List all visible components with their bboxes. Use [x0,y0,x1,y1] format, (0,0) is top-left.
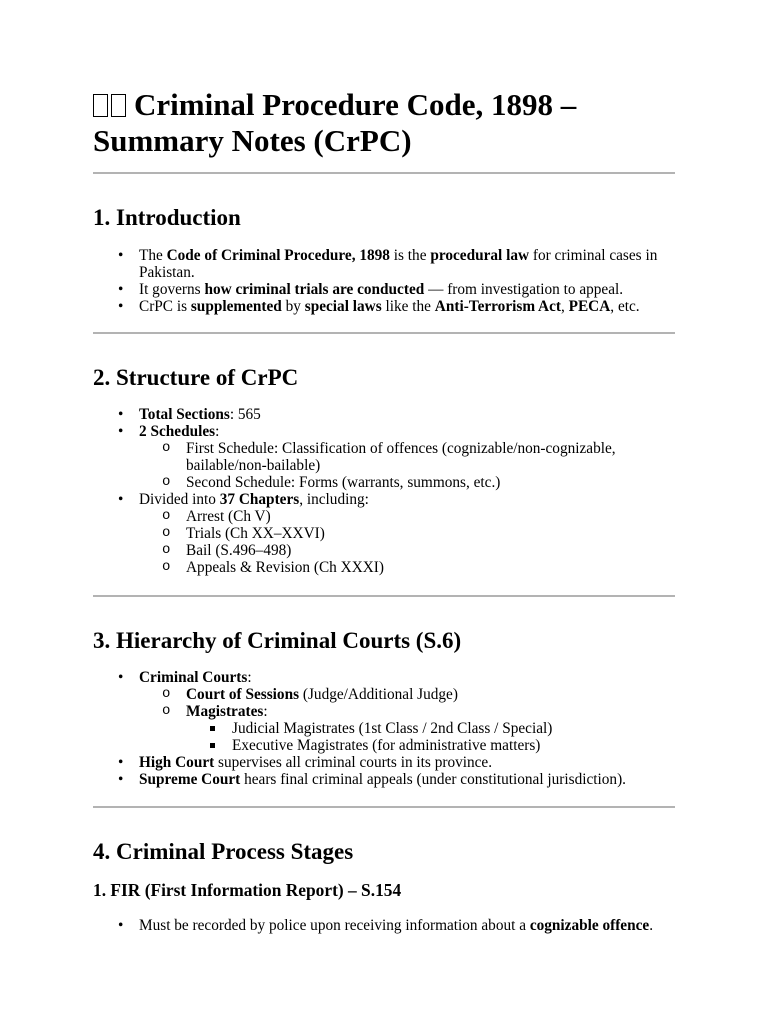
text-run: Divided into [139,491,220,509]
horizontal-divider [93,332,675,334]
list-item [139,771,675,788]
text-run: , etc. [610,298,640,316]
text-run: : 565 [229,406,261,424]
section-heading-process: 4. Criminal Process Stages [93,839,354,865]
missing-glyph-icon [93,94,108,117]
text-run: . [649,917,654,935]
bold-text-run: Code of Criminal Procedure, 1898 [166,247,390,265]
bold-text-run: supplemented [190,298,282,316]
bold-text-run: special laws [304,298,382,316]
bold-text-run: Supreme Court [139,771,241,789]
sublist-item: Judicial Magistrates (1st Class / 2nd Class / Special) [232,720,675,737]
hierarchy-list [93,669,675,788]
bold-text-run: Anti-Terrorism Act [434,298,561,316]
missing-glyph-icon [111,94,126,117]
courts-sublist [139,686,675,754]
text-run: Must be recorded by police upon receiving information about a [139,917,530,935]
schedules-sublist [139,440,675,491]
text-run: — from investigation to appeal. [424,281,624,299]
horizontal-divider [93,172,675,174]
sublist-item: o Bail (S.496–498) [186,542,675,559]
fir-list [93,917,675,934]
page-title-text: Criminal Procedure Code, 1898 – Summary Notes (CrPC) [93,86,577,158]
sublist-item [186,686,675,703]
sublist-item: Executive Magistrates (for administrative matters) [232,737,675,754]
bold-text-run: Magistrates [186,703,264,721]
sublist-item: o Trials (Ch XX–XXVI) [186,525,675,542]
horizontal-divider [93,806,675,808]
bold-text-run: Court of Sessions [186,686,300,704]
list-item [139,491,675,576]
sublist-item [186,703,675,754]
sublist-item: o Second Schedule: Forms (warrants, summons, etc.) [186,474,675,491]
text-run: supervises all criminal courts in its province. [214,754,493,772]
subsection-heading-fir: 1. FIR (First Information Report) – S.154 [93,879,402,900]
bold-text-run: Criminal Courts [139,669,248,687]
list-item [139,423,675,491]
list-item [139,754,675,771]
section-heading-introduction: 1. Introduction [93,205,241,231]
text-run: hears final criminal appeals (under constitutional jurisdiction). [240,771,626,789]
magistrates-sublist [186,720,675,754]
list-item [139,917,675,934]
sublist-item: o Appeals & Revision (Ch XXXI) [186,559,675,576]
bold-text-run: Total Sections [139,406,230,424]
structure-list [93,406,675,576]
list-item [139,298,675,315]
horizontal-divider [93,595,675,597]
text-run: like the [381,298,435,316]
bold-text-run: High Court [139,754,215,772]
text-run: by [281,298,305,316]
chapters-sublist [139,508,675,576]
text-run: : [263,703,268,721]
bold-text-run: cognizable offence [529,917,650,935]
bold-text-run: 37 Chapters [219,491,300,509]
text-run: The [139,247,167,265]
introduction-list [93,247,675,315]
text-run: (Judge/Additional Judge) [299,686,458,704]
section-heading-structure: 2. Structure of CrPC [93,365,299,391]
sublist-item: o Arrest (Ch V) [186,508,675,525]
text-run: It governs [139,281,205,299]
text-run: for criminal cases in Pakistan. [139,247,658,282]
text-run: , [560,298,569,316]
text-run: : [215,423,220,441]
section-heading-hierarchy: 3. Hierarchy of Criminal Courts (S.6) [93,628,462,654]
sublist-item: o First Schedule: Classification of offences (cognizable/non-cognizable, bailable/non-bailable) [186,440,675,474]
bold-text-run: procedural law [430,247,530,265]
list-item [139,281,675,298]
list-item [139,669,675,754]
list-item [139,406,675,423]
bold-text-run: 2 Schedules [139,423,216,441]
list-item [139,247,675,281]
page-title [93,87,675,159]
text-run: : [247,669,252,687]
text-run: CrPC is [139,298,191,316]
text-run: , including: [299,491,369,509]
bold-text-run: PECA [568,298,611,316]
bold-text-run: how criminal trials are conducted [204,281,425,299]
text-run: is the [389,247,431,265]
